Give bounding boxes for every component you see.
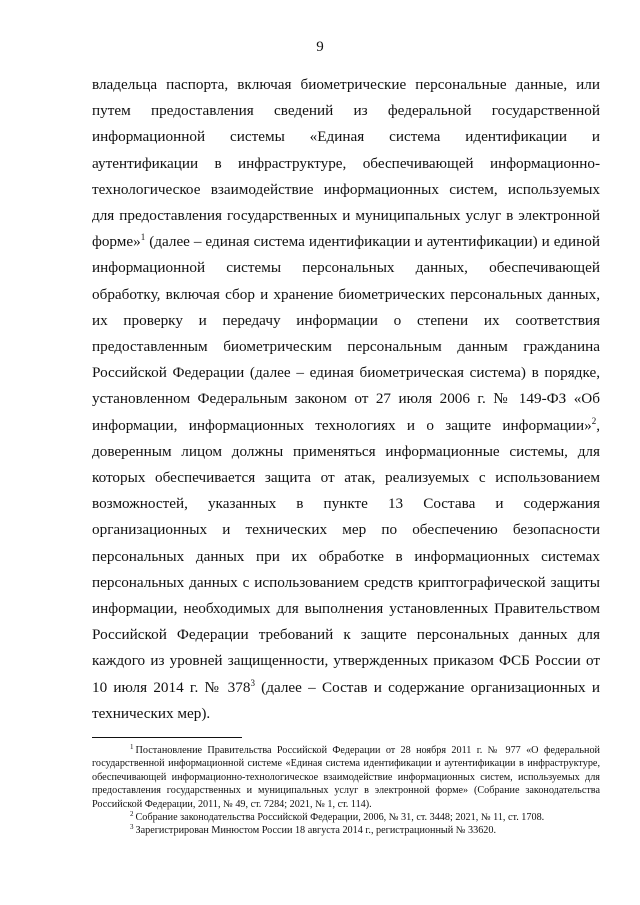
body-text-segment: (далее – единая система идентификации и аутентификации) и единой информационной системы персональных данных, обеспечивающей обработку, включая сбор и хранение биометрических персональных данных, их проверку и передачу информации о степени их соответствия предоставленным биометрическим персональным данным гражданина Российской Федерации (далее – единая биометрическая система) в порядке, установленном Федеральным законом от 27 июля 2006 г. № 149-ФЗ «Об информации, информационных технологиях и о защите информации» — [92, 233, 600, 434]
footnote-marker: 2 — [130, 809, 134, 818]
footnote-ref-2[interactable]: 2 — [591, 415, 597, 426]
body-paragraph — [92, 72, 600, 727]
footnote-marker: 1 — [130, 742, 134, 751]
footnote-2 — [92, 811, 600, 824]
footnote-ref-3[interactable]: 3 — [250, 677, 255, 688]
footnote-3 — [92, 824, 600, 837]
page-number: 9 — [316, 39, 324, 55]
footnotes — [92, 744, 600, 838]
footnote-text: Постановление Правительства Российской Федерации от 28 ноября 2011 г. № 977 «О федеральной государственной информационной системе «Единая система идентификации и аутентификации в инфраструктуре, обеспечивающей информационно-технологическое взаимодействие информационных систем, используемых для предоставления государственных и муниципальных услуг в электронной форме» (Собрание законодательства Российской Федерации, 2011, № 49, ст. 7284; 2021, № 1, ст. 114). — [92, 745, 600, 810]
footnote-marker: 3 — [130, 823, 134, 832]
footnote-text: Зарегистрирован Минюстом России 18 августа 2014 г., регистрационный № 33620. — [135, 825, 497, 837]
footnote-1 — [92, 744, 600, 811]
body-text-segment: (далее – Состав и содержание организационных и технических мер). — [92, 678, 600, 722]
body-text-segment: , доверенным лицом должны применяться информационные системы, для которых обеспечивается защита от атак, реализуемых с использованием возможностей, указанных в пункте 13 Состава и содержания организационных и технических мер по обеспечению безопасности персональных данных при их обработке в информационных системах персональных данных с использованием средств криптографической защиты информации, необходимых для выполнения установленных Правительством Российской Федерации требований к защите персональных данных для каждого из уровней защищенности, утвержденных приказом ФСБ России от 10 июля 2014 г. № 378 — [92, 416, 600, 696]
footnote-ref-1[interactable]: 1 — [140, 232, 146, 243]
footnote-separator — [92, 737, 242, 738]
body-text-segment: владельца паспорта, включая биометрические персональные данные, или путем предоставления сведений из федеральной государственной информационной системы «Единая система идентификации и аутентификации в инфраструктуре, обеспечивающей информационно-технологическое взаимодействие информационных систем, используемых для предоставления государственных и муниципальных услуг в электронной форме» — [92, 76, 600, 251]
footnote-text: Собрание законодательства Российской Федерации, 2006, № 31, ст. 3448; 2021, № 11, ст. 1708. — [135, 812, 545, 824]
